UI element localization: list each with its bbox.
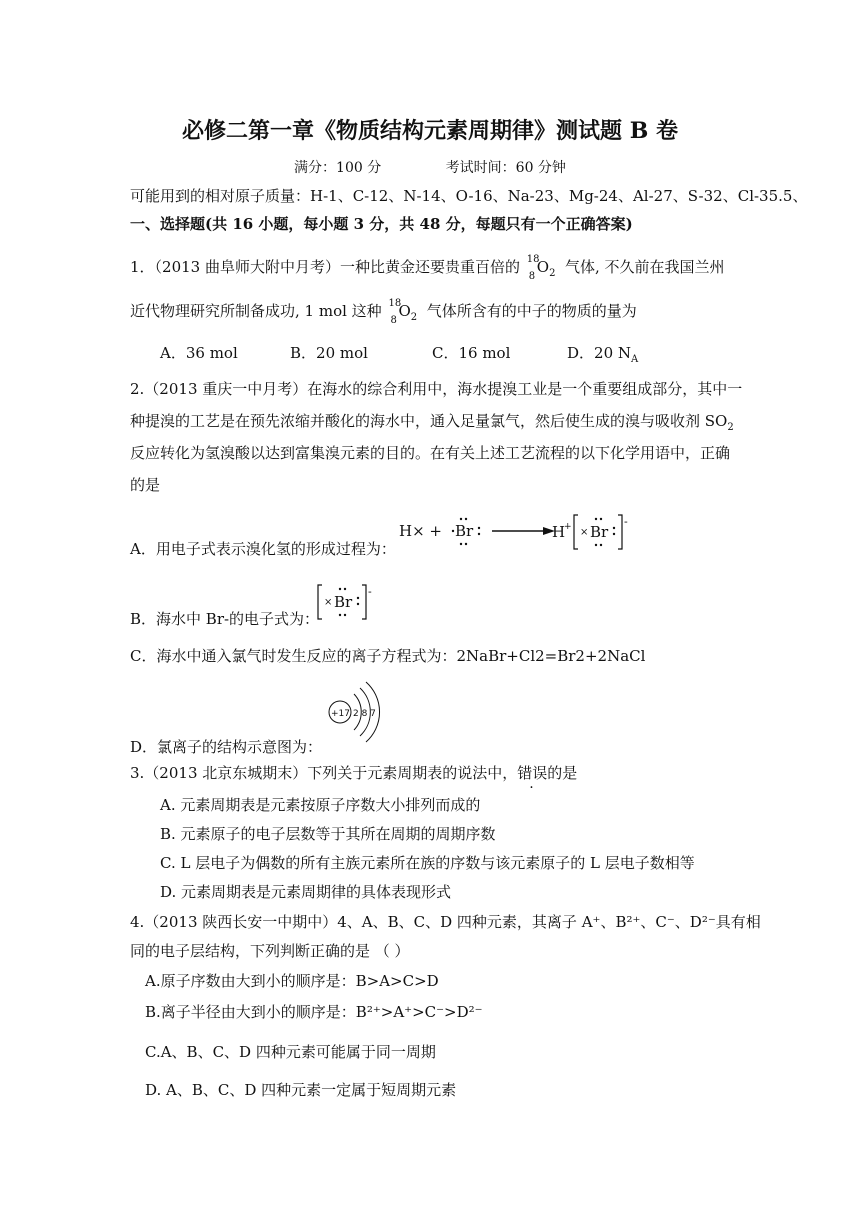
atomic-masses: 可能用到的相对原子质量：H-1、C-12、N-14、O-16、Na-23、Mg-24、Al-27、S-32、Cl-35.5、 xyxy=(130,187,808,205)
reaction-arrow xyxy=(492,527,555,535)
bromide-electron-formula xyxy=(314,580,374,622)
bromide-bracket xyxy=(574,515,628,549)
q1-option-c: C．16 mol xyxy=(432,344,511,362)
q2-line2: 种提溴的工艺是在预先浓缩并酸化的海水中，通入足量氯气，然后使生成的溴与吸收剂 $SO_2$ xyxy=(130,412,734,433)
q3-option-d: D. 元素周期表是元素周期律的具体表现形式 xyxy=(160,883,452,901)
q2-line3: 反应转化为氢溴酸以达到富集溴元素的目的。在有关上述工艺流程的以下化学用语中，正确 xyxy=(130,444,731,462)
nucleus-charge: +17 xyxy=(331,709,350,719)
q3-stem: 3.（2013 北京东城期末）下列关于元素周期表的说法中，错误的是 xyxy=(130,764,578,782)
svg-text:×: × xyxy=(580,527,589,538)
q1-line1: 1．（2013 曲阜师大附中月考）一种比黄金还要贵重百倍的 18 8 $O_2$ 气体, 不久前在我国兰州 xyxy=(130,254,725,282)
q4-option-b: B.离子半径由大到小的顺序是：B²⁺>A⁺>C⁻>D²⁻ xyxy=(145,1003,483,1021)
chloride-ion-structure-diagram xyxy=(322,680,392,752)
q4-option-d: D. A、B、C、D 四种元素一定属于短周期元素 xyxy=(145,1081,457,1099)
q4-line2: 同的电子层结构，下列判断正确的是 （ ） xyxy=(130,942,410,960)
shell-electrons: 2 8 7 xyxy=(353,709,376,719)
q1-option-a: A．36 mol xyxy=(160,344,238,362)
q2-option-c: C．海水中通入氯气时发生反应的离子方程式为：2NaBr+Cl2=Br2+2NaCl xyxy=(130,647,646,665)
q3-option-a: A. 元素周期表是元素按原子序数大小排列而成的 xyxy=(160,796,481,814)
q1-option-b: B．20 mol xyxy=(290,344,368,362)
q1-option-d: D．20 $N_A$ xyxy=(567,344,639,365)
full-score: 满分：100 分 xyxy=(294,160,382,176)
isotope-o18: 18 8 xyxy=(526,254,540,282)
exam-meta xyxy=(0,157,860,177)
svg-text:Br: Br xyxy=(334,593,353,611)
exam-time: 考试时间：60 分钟 xyxy=(445,160,566,176)
hbr-formation-diagram xyxy=(395,510,635,552)
q3-option-b: B. 元素原子的电子层数等于其所在周期的周期序数 xyxy=(160,825,496,843)
h-atom-text: H× + xyxy=(399,522,442,540)
q4-line1: 4.（2013 陕西长安一中期中）4、A、B、C、D 四种元素，其离子 A⁺、B²⁺、C⁻、D²⁻具有相 xyxy=(130,913,761,931)
q2-line1: 2.（2013 重庆一中月考）在海水的综合利用中，海水提溴工业是一个重要组成部分，其中一 xyxy=(130,380,743,398)
isotope-o18-2: 18 8 xyxy=(388,298,402,326)
svg-text:-: - xyxy=(368,585,372,598)
br-atom xyxy=(452,518,480,545)
svg-text:-: - xyxy=(624,515,628,528)
h-ion-charge: + xyxy=(564,522,572,532)
q2-option-a: A．用电子式表示溴化氢的形成过程为： xyxy=(130,540,396,558)
section-heading: 一、选择题(共 16 小题，每小题 3 分，共 48 分，每题只有一个正确答案) xyxy=(130,215,633,233)
q4-option-a: A.原子序数由大到小的顺序是：B>A>C>D xyxy=(145,972,439,990)
svg-text:Br: Br xyxy=(590,523,609,541)
q4-option-c: C.A、B、C、D 四种元素可能属于同一周期 xyxy=(145,1043,436,1061)
q3-option-c: C. L 层电子为偶数的所有主族元素所在族的序数与该元素原子的 L 层电子数相等 xyxy=(160,854,695,872)
svg-text:Br: Br xyxy=(455,522,474,540)
q2-option-b: B．海水中 Br-的电子式为： xyxy=(130,610,320,628)
q2-option-d: D．氯离子的结构示意图为： xyxy=(130,738,323,756)
h-ion-text: H xyxy=(552,523,566,541)
page-title: 必修二第一章《物质结构元素周期律》测试题 B 卷 xyxy=(182,118,678,144)
q1-line2: 近代物理研究所制备成功, 1 mol 这种 18 8 $O_2$ 气体所含有的中子的物质的量为 xyxy=(130,298,637,326)
svg-text:×: × xyxy=(324,597,333,608)
emphasis-wrong: 错误 xyxy=(517,764,548,782)
q2-line4: 的是 xyxy=(130,476,161,494)
